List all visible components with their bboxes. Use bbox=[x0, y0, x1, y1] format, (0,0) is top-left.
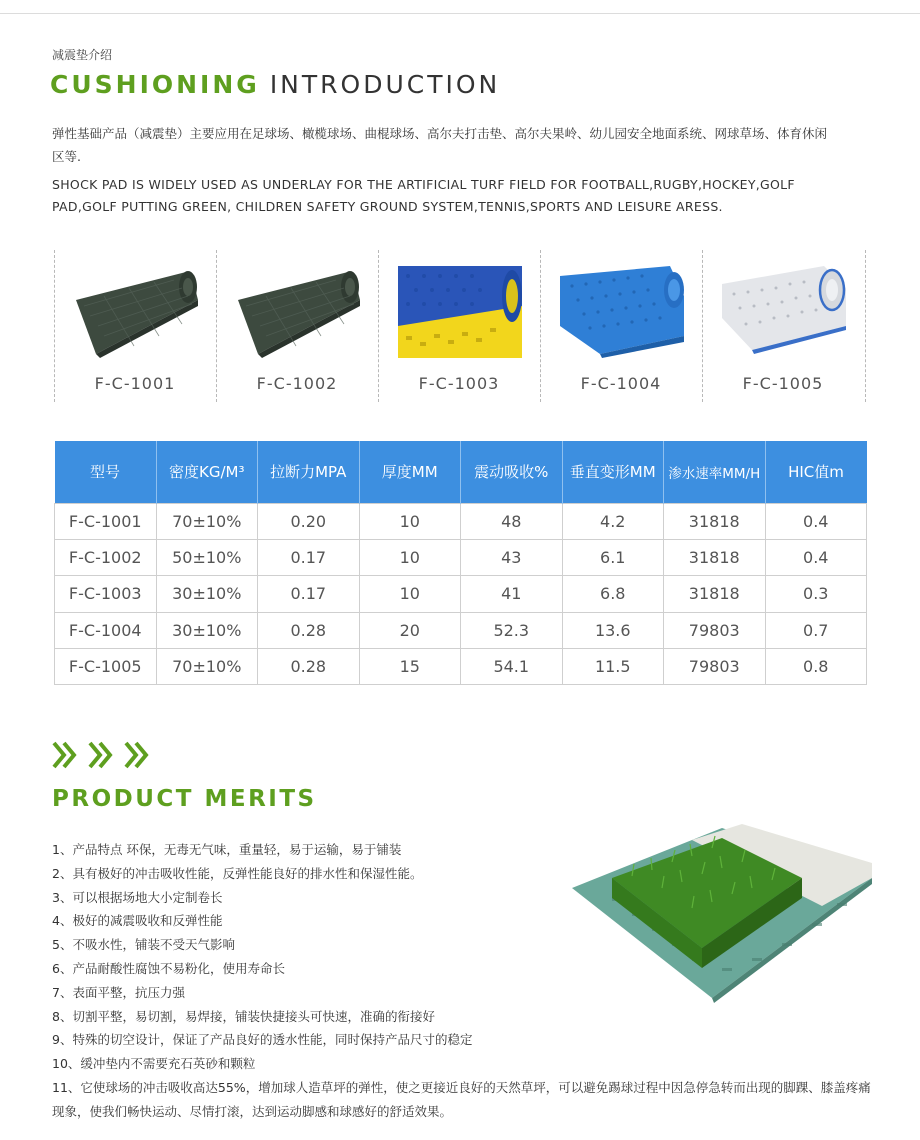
table-cell: F-C-1005 bbox=[55, 649, 157, 685]
table-cell: 0.17 bbox=[258, 539, 360, 575]
product-code: F-C-1005 bbox=[742, 374, 824, 393]
table-cell: 10 bbox=[359, 576, 461, 612]
column-header: HIC值m bbox=[765, 441, 867, 503]
list-item: 6、产品耐酸性腐蚀不易粉化，使用寿命长 bbox=[52, 960, 285, 976]
table-row bbox=[55, 612, 867, 648]
product-gallery bbox=[54, 250, 866, 402]
list-item: 11、它使球场的冲击吸收高达55%，增加球人造草坪的弹性，使之更接近良好的天然草坪，可以避免踢球过程中因急停急转而出现的脚踝、膝盖疼痛现象，使我们畅快运动、尽情打滚，达到运动脚感和球感好的舒适效果。 bbox=[52, 1079, 871, 1119]
intro-description-cn: 弹性基础产品（减震垫）主要应用在足球场、橄榄球场、曲棍球场、高尔夫打击垫、高尔夫果岭、幼儿园安全地面系统、网球草场、体育休闲区等. bbox=[52, 126, 828, 164]
table-cell: 0.4 bbox=[765, 503, 867, 539]
product-card[interactable] bbox=[216, 250, 378, 402]
table-cell: F-C-1002 bbox=[55, 539, 157, 575]
table-cell: 79803 bbox=[664, 649, 766, 685]
table-cell: 0.20 bbox=[258, 503, 360, 539]
column-header: 厚度MM bbox=[359, 441, 461, 503]
table-header-row bbox=[55, 441, 867, 503]
product-card[interactable] bbox=[702, 250, 864, 402]
column-header: 渗水速率MM/H bbox=[664, 441, 766, 503]
top-divider bbox=[0, 13, 920, 14]
list-item: 3、可以根据场地大小定制卷长 bbox=[52, 889, 223, 905]
shock-pad-roll-image bbox=[236, 266, 360, 358]
table-cell: 54.1 bbox=[461, 649, 563, 685]
chevron-right-icon bbox=[52, 740, 162, 770]
table-cell: 30±10% bbox=[156, 612, 258, 648]
intro-title-dark: INTRODUCTION bbox=[269, 70, 501, 99]
intro-title-green: CUSHIONING bbox=[50, 70, 260, 99]
table-cell: 6.8 bbox=[562, 576, 664, 612]
product-card[interactable] bbox=[54, 250, 216, 402]
table-cell: 31818 bbox=[664, 539, 766, 575]
product-code: F-C-1001 bbox=[94, 374, 176, 393]
table-cell: 79803 bbox=[664, 612, 766, 648]
intro-description-en: SHOCK PAD IS WIDELY USED AS UNDERLAY FOR THE ARTIFICIAL TURF FIELD FOR FOOTBALL,RUGBY,HOCKEY,GOLF PAD,GOLF PUTTING GREEN, CHILDREN SAFETY GROUND SYSTEM,TENNIS,SPORTS AND LEISURE ARESS. bbox=[52, 177, 795, 214]
table-cell: 0.17 bbox=[258, 576, 360, 612]
product-code: F-C-1004 bbox=[580, 374, 662, 393]
list-item: 2、具有极好的冲击吸收性能，反弹性能良好的排水性和保湿性能。 bbox=[52, 865, 423, 881]
product-card[interactable] bbox=[540, 250, 702, 402]
spec-table bbox=[54, 441, 867, 685]
list-item: 10、缓冲垫内不需要充石英砂和颗粒 bbox=[52, 1056, 256, 1072]
table-cell: 0.8 bbox=[765, 649, 867, 685]
list-item: 7、表面平整，抗压力强 bbox=[52, 984, 185, 1000]
column-header: 拉断力MPA bbox=[258, 441, 360, 503]
list-item: 5、不吸水性，铺装不受天气影响 bbox=[52, 937, 235, 953]
table-cell: 43 bbox=[461, 539, 563, 575]
table-cell: 31818 bbox=[664, 503, 766, 539]
table-cell: 52.3 bbox=[461, 612, 563, 648]
intro-cn-title: 减震垫介绍 bbox=[52, 48, 113, 62]
table-cell: 0.4 bbox=[765, 539, 867, 575]
table-row bbox=[55, 649, 867, 685]
shock-pad-roll-image bbox=[74, 266, 198, 358]
table-row bbox=[55, 503, 867, 539]
table-cell: 31818 bbox=[664, 576, 766, 612]
table-cell: 15 bbox=[359, 649, 461, 685]
merits-title: PRODUCT MERITS bbox=[52, 786, 317, 812]
table-cell: F-C-1004 bbox=[55, 612, 157, 648]
shock-pad-roll-image bbox=[398, 266, 522, 358]
intro-title bbox=[50, 70, 500, 99]
list-item: 1、产品特点 环保，无毒无气味，重量轻，易于运输，易于铺装 bbox=[52, 842, 402, 857]
shock-pad-roll-image bbox=[722, 266, 846, 358]
table-cell: 4.2 bbox=[562, 503, 664, 539]
column-header: 垂直变形MM bbox=[562, 441, 664, 503]
table-cell: F-C-1001 bbox=[55, 503, 157, 539]
table-cell: 0.28 bbox=[258, 649, 360, 685]
table-row bbox=[55, 576, 867, 612]
table-cell: 48 bbox=[461, 503, 563, 539]
table-cell: 10 bbox=[359, 539, 461, 575]
table-cell: 13.6 bbox=[562, 612, 664, 648]
product-code: F-C-1002 bbox=[256, 374, 338, 393]
turf-on-shock-pad-image bbox=[572, 818, 872, 1003]
table-cell: 6.1 bbox=[562, 539, 664, 575]
shock-pad-roll-image bbox=[560, 266, 684, 358]
list-item: 8、切割平整，易切割，易焊接，铺装快捷接头可快速，准确的衔接好 bbox=[52, 1008, 435, 1024]
table-cell: 20 bbox=[359, 612, 461, 648]
list-item: 9、特殊的切空设计，保证了产品良好的透水性能，同时保持产品尺寸的稳定 bbox=[52, 1032, 473, 1048]
column-header: 型号 bbox=[55, 441, 157, 503]
table-cell: 0.3 bbox=[765, 576, 867, 612]
table-cell: F-C-1003 bbox=[55, 576, 157, 612]
table-cell: 50±10% bbox=[156, 539, 258, 575]
table-cell: 10 bbox=[359, 503, 461, 539]
table-cell: 0.7 bbox=[765, 612, 867, 648]
product-card[interactable] bbox=[378, 250, 540, 402]
product-code: F-C-1003 bbox=[418, 374, 500, 393]
table-cell: 70±10% bbox=[156, 649, 258, 685]
table-cell: 11.5 bbox=[562, 649, 664, 685]
table-cell: 41 bbox=[461, 576, 563, 612]
list-item: 4、极好的减震吸收和反弹性能 bbox=[52, 913, 223, 929]
column-header: 震动吸收% bbox=[461, 441, 563, 503]
table-cell: 70±10% bbox=[156, 503, 258, 539]
table-cell: 0.28 bbox=[258, 612, 360, 648]
table-row bbox=[55, 539, 867, 575]
column-header: 密度KG/M³ bbox=[156, 441, 258, 503]
divider bbox=[865, 250, 866, 402]
table-cell: 30±10% bbox=[156, 576, 258, 612]
